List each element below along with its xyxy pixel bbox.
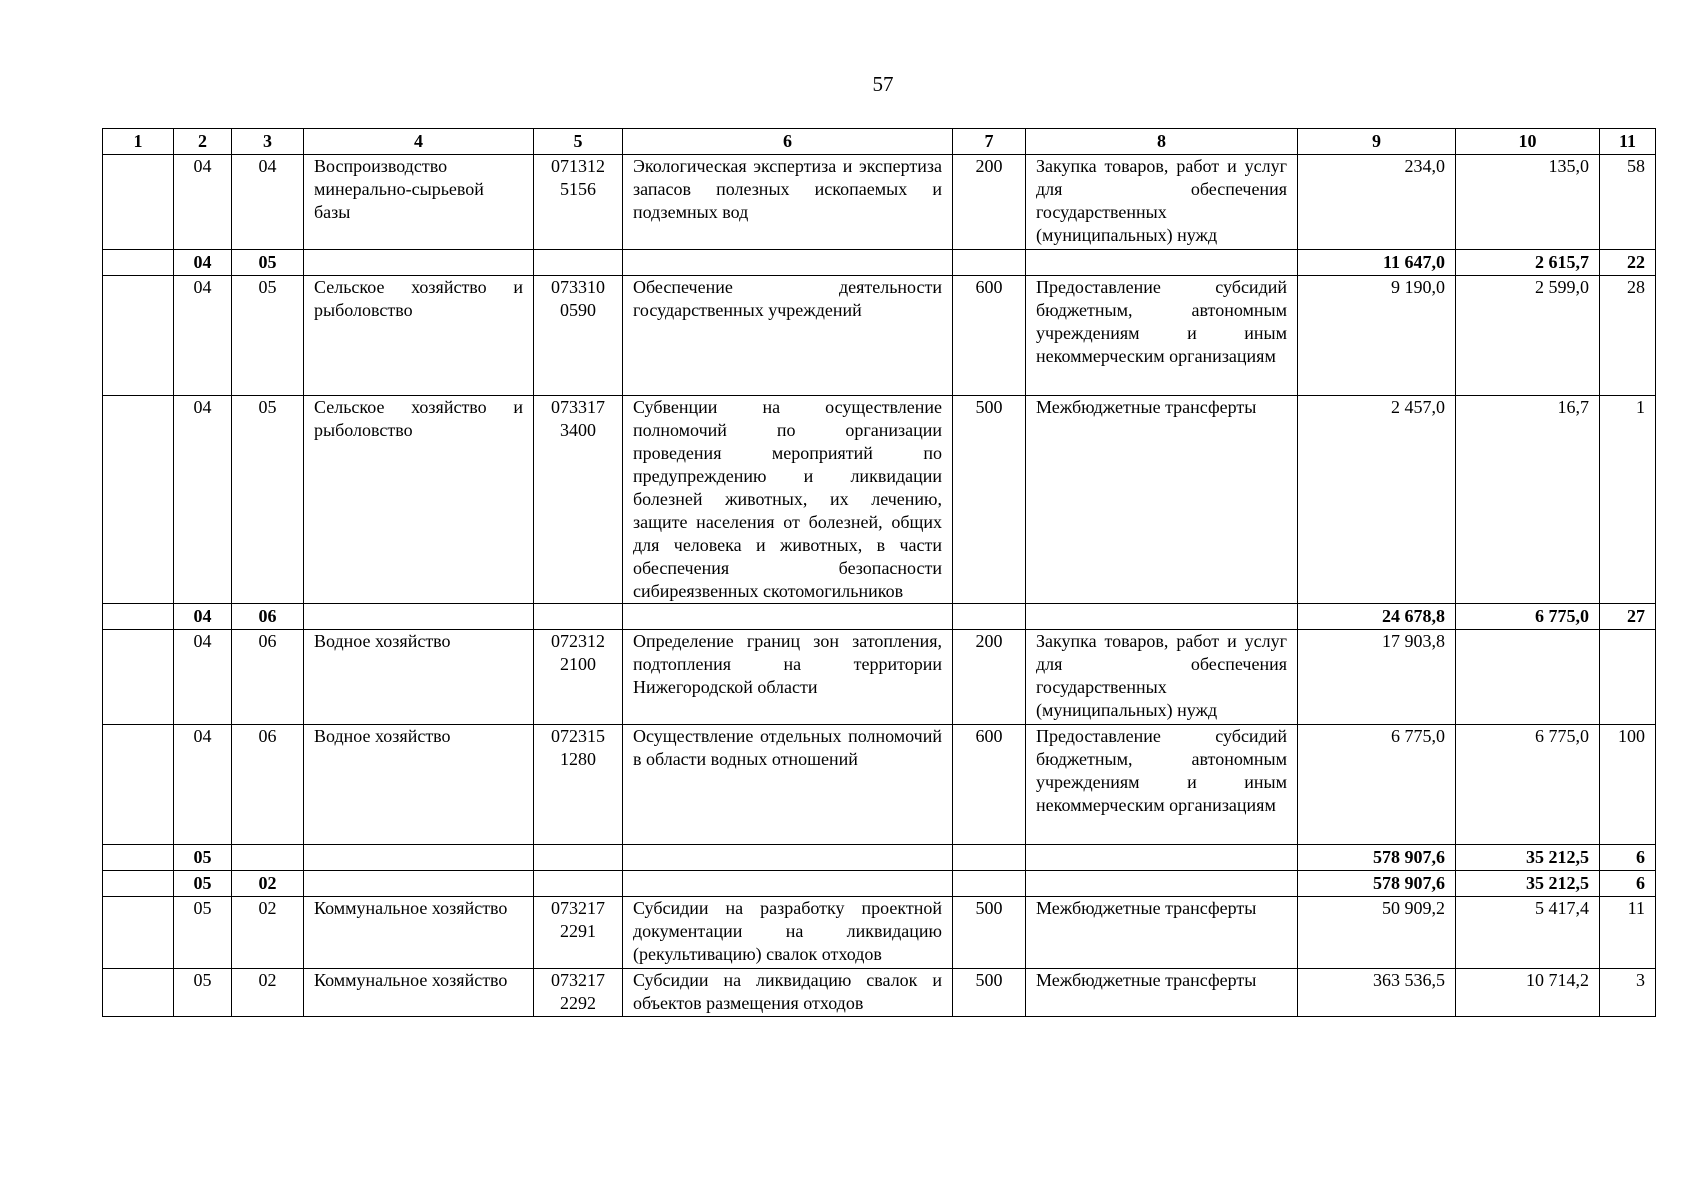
cell-expense-name	[1026, 604, 1298, 630]
cell-plan: 6 775,0	[1298, 725, 1456, 845]
cell-subsection	[232, 845, 304, 871]
cell-expense-name: Предоставление субсидий бюджетным, автономным учреждениям и иным некоммерческим организациям	[1026, 725, 1298, 845]
table-row	[103, 276, 1656, 396]
cell-target-code: 073310 0590	[534, 276, 623, 396]
cell-plan: 17 903,8	[1298, 630, 1456, 725]
cell-target-code	[534, 845, 623, 871]
cell-actual: 6 775,0	[1456, 604, 1600, 630]
cell-expense-type: 200	[953, 630, 1026, 725]
cell-plan: 24 678,8	[1298, 604, 1456, 630]
cell-percent: 6	[1600, 871, 1656, 897]
cell-plan: 2 457,0	[1298, 396, 1456, 604]
cell-section: 04	[174, 396, 232, 604]
column-header: 2	[174, 129, 232, 155]
subtotal-row	[103, 604, 1656, 630]
cell-subsection: 06	[232, 725, 304, 845]
cell-subsection: 05	[232, 396, 304, 604]
cell-plan: 50 909,2	[1298, 897, 1456, 969]
cell-expense-name	[1026, 845, 1298, 871]
table-body	[103, 155, 1656, 1017]
cell-blank	[103, 155, 174, 250]
cell-subsection: 04	[232, 155, 304, 250]
cell-subsection: 02	[232, 871, 304, 897]
header-row	[103, 129, 1656, 155]
cell-target-code	[534, 871, 623, 897]
table-row	[103, 155, 1656, 250]
cell-subsection: 05	[232, 250, 304, 276]
cell-actual: 35 212,5	[1456, 845, 1600, 871]
cell-target-code: 073217 2292	[534, 969, 623, 1017]
cell-expense-type: 600	[953, 725, 1026, 845]
cell-actual: 6 775,0	[1456, 725, 1600, 845]
cell-target-code	[534, 604, 623, 630]
cell-name	[304, 250, 534, 276]
cell-description: Осуществление отдельных полномочий в области водных отношений	[623, 725, 953, 845]
cell-description: Определение границ зон затопления, подтопления на территории Нижегородской области	[623, 630, 953, 725]
cell-target-code: 072312 2100	[534, 630, 623, 725]
cell-section: 05	[174, 969, 232, 1017]
cell-expense-name: Предоставление субсидий бюджетным, автономным учреждениям и иным некоммерческим организациям	[1026, 276, 1298, 396]
cell-blank	[103, 604, 174, 630]
cell-actual: 10 714,2	[1456, 969, 1600, 1017]
cell-section: 04	[174, 276, 232, 396]
cell-section: 04	[174, 630, 232, 725]
subtotal-row	[103, 845, 1656, 871]
cell-section: 04	[174, 604, 232, 630]
cell-description	[623, 871, 953, 897]
cell-plan: 9 190,0	[1298, 276, 1456, 396]
cell-expense-name: Межбюджетные трансферты	[1026, 897, 1298, 969]
cell-percent: 11	[1600, 897, 1656, 969]
cell-percent: 100	[1600, 725, 1656, 845]
cell-name: Водное хозяйство	[304, 630, 534, 725]
cell-expense-name: Межбюджетные трансферты	[1026, 396, 1298, 604]
cell-name: Воспроизводство минерально-сырьевой базы	[304, 155, 534, 250]
cell-blank	[103, 871, 174, 897]
cell-expense-type: 500	[953, 396, 1026, 604]
cell-expense-name: Закупка товаров, работ и услуг для обеспечения государственных (муниципальных) нужд	[1026, 630, 1298, 725]
cell-actual	[1456, 630, 1600, 725]
cell-subsection: 06	[232, 630, 304, 725]
table-row	[103, 630, 1656, 725]
cell-percent: 27	[1600, 604, 1656, 630]
cell-description: Субсидии на ликвидацию свалок и объектов размещения отходов	[623, 969, 953, 1017]
column-header: 4	[304, 129, 534, 155]
column-header: 10	[1456, 129, 1600, 155]
cell-description: Субвенции на осуществление полномочий по организации проведения мероприятий по предупреждению и ликвидации болезней животных, их лечению, защите населения от болезней, общих для человека и животных, в части обеспечения безопасности сибиреязвенных скотомогильников	[623, 396, 953, 604]
cell-actual: 16,7	[1456, 396, 1600, 604]
cell-name: Коммунальное хозяйство	[304, 969, 534, 1017]
table-row	[103, 725, 1656, 845]
cell-expense-type	[953, 604, 1026, 630]
cell-plan: 578 907,6	[1298, 871, 1456, 897]
cell-name	[304, 871, 534, 897]
column-header: 3	[232, 129, 304, 155]
cell-expense-type	[953, 250, 1026, 276]
cell-section: 05	[174, 845, 232, 871]
cell-target-code: 071312 5156	[534, 155, 623, 250]
cell-expense-type: 500	[953, 897, 1026, 969]
cell-expense-name	[1026, 250, 1298, 276]
cell-name: Коммунальное хозяйство	[304, 897, 534, 969]
cell-expense-type	[953, 871, 1026, 897]
cell-section: 04	[174, 155, 232, 250]
cell-blank	[103, 845, 174, 871]
cell-percent: 3	[1600, 969, 1656, 1017]
cell-percent: 22	[1600, 250, 1656, 276]
cell-target-code	[534, 250, 623, 276]
table-row	[103, 897, 1656, 969]
cell-subsection: 06	[232, 604, 304, 630]
cell-section: 05	[174, 871, 232, 897]
cell-description	[623, 604, 953, 630]
cell-expense-name	[1026, 871, 1298, 897]
cell-expense-name: Межбюджетные трансферты	[1026, 969, 1298, 1017]
cell-blank	[103, 250, 174, 276]
budget-table	[102, 128, 1656, 1017]
cell-expense-type: 200	[953, 155, 1026, 250]
cell-subsection: 02	[232, 969, 304, 1017]
cell-description: Обеспечение деятельности государственных учреждений	[623, 276, 953, 396]
cell-description: Экологическая экспертиза и экспертиза запасов полезных ископаемых и подземных вод	[623, 155, 953, 250]
cell-plan: 11 647,0	[1298, 250, 1456, 276]
cell-percent: 6	[1600, 845, 1656, 871]
cell-actual: 35 212,5	[1456, 871, 1600, 897]
cell-subsection: 02	[232, 897, 304, 969]
table-row	[103, 969, 1656, 1017]
cell-subsection: 05	[232, 276, 304, 396]
cell-expense-name: Закупка товаров, работ и услуг для обеспечения государственных (муниципальных) нужд	[1026, 155, 1298, 250]
cell-section: 05	[174, 897, 232, 969]
cell-blank	[103, 396, 174, 604]
cell-blank	[103, 897, 174, 969]
column-header: 6	[623, 129, 953, 155]
cell-actual: 2 615,7	[1456, 250, 1600, 276]
table-row	[103, 396, 1656, 604]
column-header: 9	[1298, 129, 1456, 155]
column-header: 1	[103, 129, 174, 155]
cell-expense-type: 600	[953, 276, 1026, 396]
cell-percent	[1600, 630, 1656, 725]
cell-section: 04	[174, 250, 232, 276]
cell-target-code: 072315 1280	[534, 725, 623, 845]
cell-blank	[103, 969, 174, 1017]
page-number: 57	[872, 72, 894, 96]
column-header: 5	[534, 129, 623, 155]
subtotal-row	[103, 871, 1656, 897]
cell-percent: 1	[1600, 396, 1656, 604]
cell-name	[304, 845, 534, 871]
cell-description	[623, 845, 953, 871]
subtotal-row	[103, 250, 1656, 276]
column-header: 11	[1600, 129, 1656, 155]
cell-percent: 58	[1600, 155, 1656, 250]
cell-actual: 5 417,4	[1456, 897, 1600, 969]
cell-description	[623, 250, 953, 276]
cell-actual: 135,0	[1456, 155, 1600, 250]
cell-name	[304, 604, 534, 630]
cell-target-code: 073317 3400	[534, 396, 623, 604]
cell-blank	[103, 630, 174, 725]
cell-plan: 234,0	[1298, 155, 1456, 250]
cell-plan: 578 907,6	[1298, 845, 1456, 871]
cell-blank	[103, 276, 174, 396]
cell-section: 04	[174, 725, 232, 845]
cell-blank	[103, 725, 174, 845]
cell-actual: 2 599,0	[1456, 276, 1600, 396]
column-header: 8	[1026, 129, 1298, 155]
cell-description: Субсидии на разработку проектной документации на ликвидацию (рекультивацию) свалок отходов	[623, 897, 953, 969]
cell-name: Водное хозяйство	[304, 725, 534, 845]
cell-plan: 363 536,5	[1298, 969, 1456, 1017]
cell-target-code: 073217 2291	[534, 897, 623, 969]
cell-name: Сельское хозяйство и рыболовство	[304, 276, 534, 396]
cell-expense-type: 500	[953, 969, 1026, 1017]
column-header: 7	[953, 129, 1026, 155]
cell-percent: 28	[1600, 276, 1656, 396]
cell-name: Сельское хозяйство и рыболовство	[304, 396, 534, 604]
cell-expense-type	[953, 845, 1026, 871]
